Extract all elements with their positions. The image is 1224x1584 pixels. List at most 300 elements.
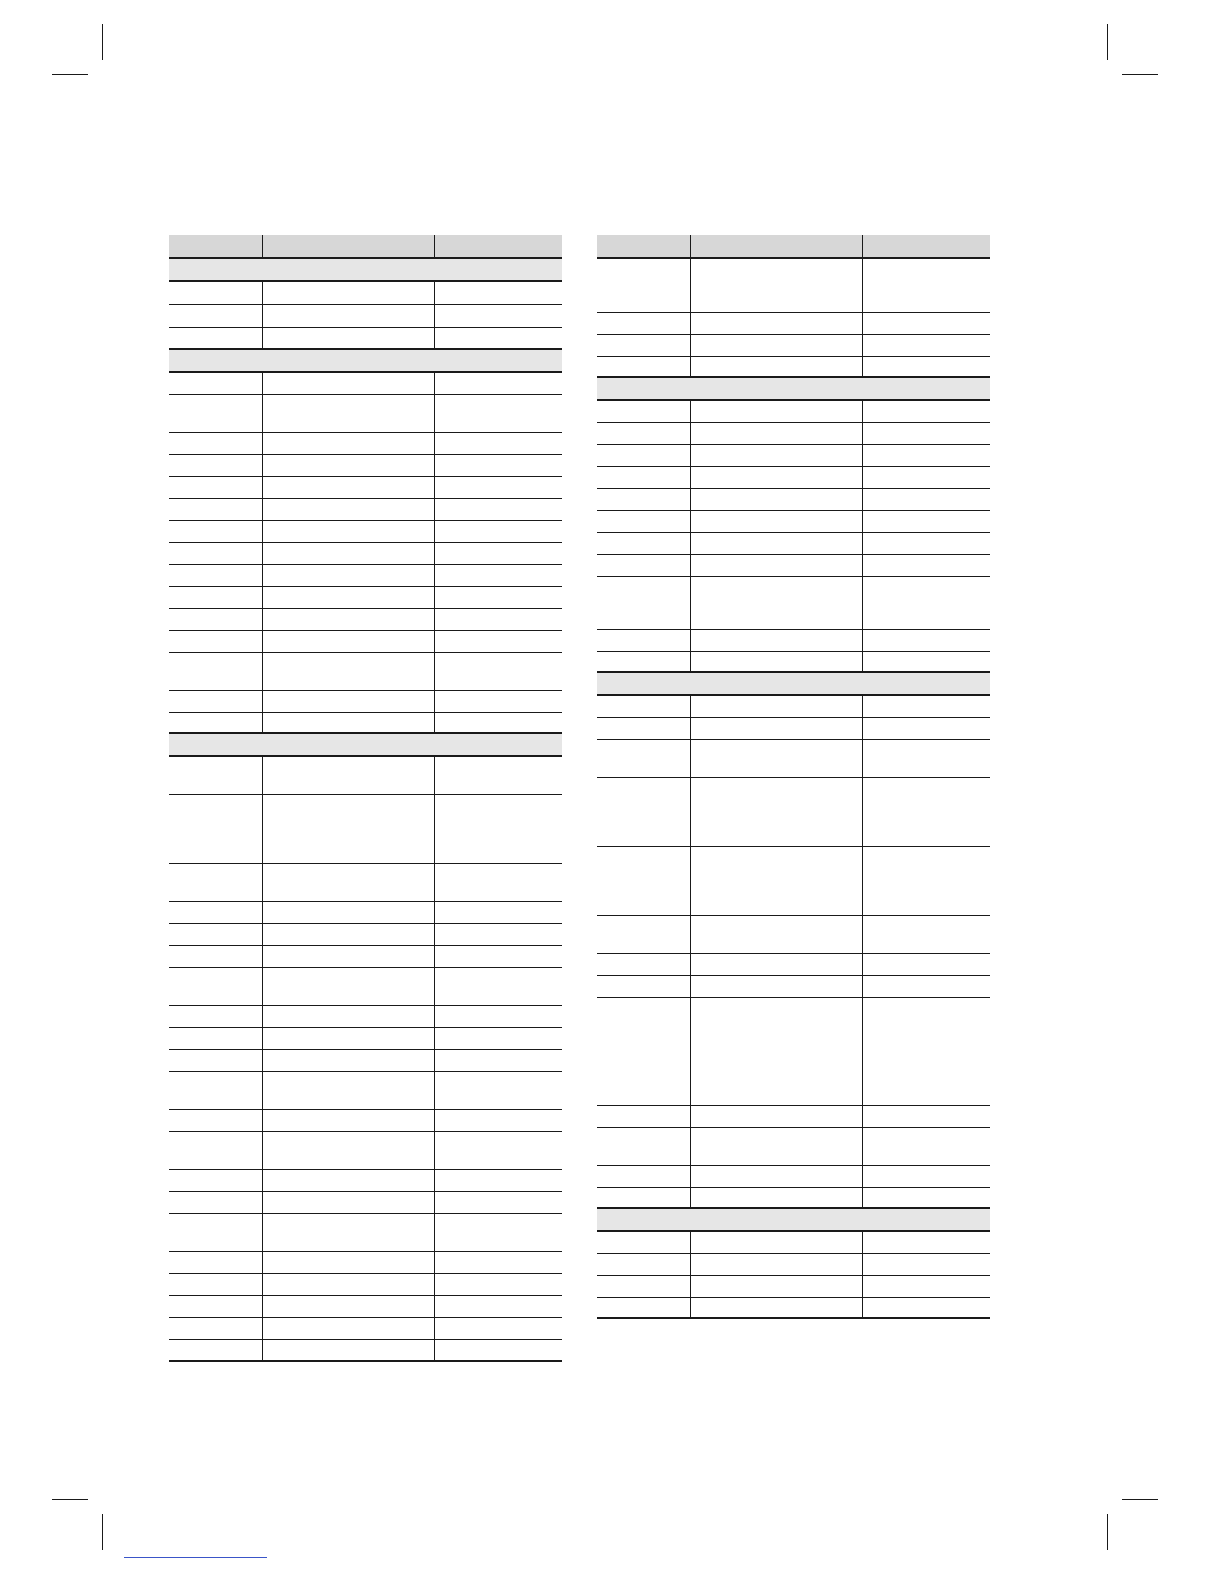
table-row (597, 997, 990, 1105)
cell (862, 422, 990, 444)
row-label (169, 394, 262, 432)
table-row (169, 1339, 562, 1361)
cell (262, 1131, 434, 1169)
cell (690, 846, 862, 915)
cell (862, 1253, 990, 1275)
cell (434, 454, 562, 476)
row-label (169, 1317, 262, 1339)
cell (690, 532, 862, 554)
cell (690, 554, 862, 576)
row-label (597, 400, 690, 422)
row-label (169, 863, 262, 901)
table-row (597, 846, 990, 915)
table-row (169, 1131, 562, 1169)
cell (262, 967, 434, 1005)
row-label (597, 422, 690, 444)
table-row (597, 1253, 990, 1275)
cell (262, 923, 434, 945)
table-row (169, 923, 562, 945)
cell (862, 532, 990, 554)
cell (862, 1231, 990, 1253)
table-row (169, 498, 562, 520)
table-row (169, 794, 562, 863)
row-label (169, 1049, 262, 1071)
table-row (169, 304, 562, 327)
row-label (597, 651, 690, 672)
cell (434, 863, 562, 901)
cell (862, 997, 990, 1105)
cell (434, 1191, 562, 1213)
cell (862, 739, 990, 777)
table-row (597, 444, 990, 466)
row-label (169, 630, 262, 652)
table-row (597, 717, 990, 739)
cell (862, 356, 990, 377)
row-label (597, 312, 690, 334)
cell (690, 651, 862, 672)
row-label (169, 652, 262, 690)
cell (262, 794, 434, 863)
row-label (597, 488, 690, 510)
row-label (169, 372, 262, 394)
cell (434, 372, 562, 394)
cell (690, 1187, 862, 1208)
row-label (597, 1127, 690, 1165)
cell (690, 953, 862, 975)
cell (690, 1275, 862, 1297)
cell (434, 1213, 562, 1251)
right-spec-table (597, 235, 990, 1319)
table-row (169, 281, 562, 304)
table-row (169, 863, 562, 901)
crop-mark (1107, 24, 1108, 60)
row-label (597, 953, 690, 975)
table-row (597, 695, 990, 717)
cell (690, 629, 862, 651)
cell (262, 586, 434, 608)
cell (434, 1071, 562, 1109)
row-label (169, 756, 262, 794)
cell (434, 794, 562, 863)
cell (690, 400, 862, 422)
table-row (169, 327, 562, 349)
row-label (169, 1273, 262, 1295)
cell (862, 1105, 990, 1127)
table-row (597, 356, 990, 377)
table-row (597, 953, 990, 975)
section-label (169, 258, 562, 281)
table-row (169, 586, 562, 608)
table-row (169, 432, 562, 454)
cell (262, 498, 434, 520)
table-row (597, 1297, 990, 1318)
column-header (434, 235, 562, 258)
cell (262, 520, 434, 542)
cell (690, 997, 862, 1105)
section-label (597, 1208, 990, 1231)
section-header-row (597, 377, 990, 400)
cell (434, 564, 562, 586)
cell (262, 945, 434, 967)
cell (262, 454, 434, 476)
crop-mark (52, 74, 88, 75)
cell (862, 651, 990, 672)
section-label (597, 377, 990, 400)
column-header (597, 235, 690, 258)
table-row (169, 608, 562, 630)
section-header-row (169, 258, 562, 281)
cell (862, 1275, 990, 1297)
cell (434, 476, 562, 498)
crop-mark (1107, 1514, 1108, 1550)
cell (434, 1317, 562, 1339)
row-label (169, 1213, 262, 1251)
cell (690, 1165, 862, 1187)
cell (262, 1273, 434, 1295)
table-row (169, 1295, 562, 1317)
cell (862, 510, 990, 532)
cell (690, 777, 862, 846)
section-header-row (169, 349, 562, 372)
row-label (169, 520, 262, 542)
table-row (169, 652, 562, 690)
table-row (169, 372, 562, 394)
column-header (862, 235, 990, 258)
column-header (169, 235, 262, 258)
cell (434, 923, 562, 945)
cell (434, 901, 562, 923)
row-label (597, 629, 690, 651)
row-label (169, 498, 262, 520)
cell (862, 312, 990, 334)
table-row (597, 488, 990, 510)
row-label (597, 554, 690, 576)
cell (690, 466, 862, 488)
cell (434, 945, 562, 967)
cell (690, 975, 862, 997)
cell (862, 1127, 990, 1165)
row-label (597, 466, 690, 488)
section-label (597, 672, 990, 695)
row-label (169, 901, 262, 923)
table-row (597, 975, 990, 997)
row-label (597, 576, 690, 629)
cell (690, 1105, 862, 1127)
table-row (597, 554, 990, 576)
cell (690, 717, 862, 739)
cell (434, 1005, 562, 1027)
cell (690, 1231, 862, 1253)
cell (262, 1317, 434, 1339)
cell (434, 967, 562, 1005)
table-row (597, 532, 990, 554)
table-row (597, 334, 990, 356)
cell (434, 281, 562, 304)
cell (434, 1109, 562, 1131)
cell (690, 422, 862, 444)
column-header (262, 235, 434, 258)
table-row (169, 454, 562, 476)
table-row (169, 756, 562, 794)
table-row (597, 400, 990, 422)
row-label (597, 717, 690, 739)
cell (862, 466, 990, 488)
cell (862, 1297, 990, 1318)
cell (862, 695, 990, 717)
cell (262, 901, 434, 923)
row-label (169, 1339, 262, 1361)
cell (262, 1169, 434, 1191)
cell (862, 554, 990, 576)
section-label (169, 733, 562, 756)
cell (434, 1027, 562, 1049)
cell (262, 1251, 434, 1273)
cell (690, 1253, 862, 1275)
table-row (597, 466, 990, 488)
cell (862, 1187, 990, 1208)
table-row (597, 629, 990, 651)
row-label (597, 1297, 690, 1318)
row-label (169, 967, 262, 1005)
table-row (169, 712, 562, 733)
cell (862, 846, 990, 915)
cell (262, 1191, 434, 1213)
cell (262, 476, 434, 498)
table-row (169, 394, 562, 432)
table-row (597, 1127, 990, 1165)
row-label (169, 432, 262, 454)
table-row (169, 1273, 562, 1295)
section-header-row (597, 1208, 990, 1231)
row-label (597, 1275, 690, 1297)
cell (434, 608, 562, 630)
row-label (169, 476, 262, 498)
row-label (169, 454, 262, 476)
cell (434, 1169, 562, 1191)
row-label (169, 1295, 262, 1317)
cell (862, 975, 990, 997)
cell (434, 756, 562, 794)
cell (434, 1049, 562, 1071)
cell (434, 1273, 562, 1295)
cell (262, 1071, 434, 1109)
cell (262, 863, 434, 901)
cell (690, 488, 862, 510)
cell (434, 432, 562, 454)
crop-mark (102, 1514, 103, 1550)
table-row (169, 1109, 562, 1131)
cell (434, 1339, 562, 1361)
table-row (169, 690, 562, 712)
row-label (169, 564, 262, 586)
table-row (169, 564, 562, 586)
cell (434, 498, 562, 520)
row-label (169, 608, 262, 630)
cell (690, 915, 862, 953)
cell (262, 690, 434, 712)
cell (862, 629, 990, 651)
table-row (597, 312, 990, 334)
row-label (597, 334, 690, 356)
cell (690, 356, 862, 377)
cell (262, 372, 434, 394)
cell (862, 444, 990, 466)
row-label (597, 846, 690, 915)
cell (434, 394, 562, 432)
row-label (597, 739, 690, 777)
cell (262, 712, 434, 733)
row-label (169, 945, 262, 967)
cell (434, 586, 562, 608)
table-row (169, 1213, 562, 1251)
cell (434, 304, 562, 327)
crop-mark (52, 1499, 88, 1500)
table-row (169, 901, 562, 923)
cell (262, 432, 434, 454)
row-label (597, 915, 690, 953)
cell (262, 608, 434, 630)
table-row (169, 1251, 562, 1273)
table-header-row (169, 235, 562, 258)
row-label (597, 444, 690, 466)
table-row (169, 945, 562, 967)
row-label (169, 304, 262, 327)
table-row (169, 1005, 562, 1027)
row-label (597, 695, 690, 717)
cell (262, 1213, 434, 1251)
table-row (597, 1165, 990, 1187)
row-label (169, 794, 262, 863)
table-row (169, 1049, 562, 1071)
row-label (169, 923, 262, 945)
table-row (597, 510, 990, 532)
table-row (597, 1231, 990, 1253)
cell (262, 542, 434, 564)
row-label (597, 356, 690, 377)
row-label (169, 327, 262, 349)
row-label (169, 1071, 262, 1109)
cell (262, 1109, 434, 1131)
cell (262, 756, 434, 794)
row-label (597, 997, 690, 1105)
cell (262, 1295, 434, 1317)
table-row (169, 520, 562, 542)
table-row (169, 1071, 562, 1109)
row-label (597, 1105, 690, 1127)
table-row (169, 967, 562, 1005)
cell (434, 520, 562, 542)
cell (262, 304, 434, 327)
cell (862, 777, 990, 846)
row-label (169, 1109, 262, 1131)
table-row (169, 542, 562, 564)
table-row (169, 1169, 562, 1191)
left-spec-table (169, 235, 562, 1362)
table-row (597, 777, 990, 846)
table-row (597, 1105, 990, 1127)
table-row (597, 739, 990, 777)
cell (262, 394, 434, 432)
cell (862, 258, 990, 312)
row-label (597, 1253, 690, 1275)
table-row (597, 651, 990, 672)
table-row (597, 1275, 990, 1297)
crop-mark (1122, 1499, 1158, 1500)
cell (862, 953, 990, 975)
cell (690, 312, 862, 334)
cell (434, 1295, 562, 1317)
table-row (169, 1317, 562, 1339)
cell (690, 510, 862, 532)
cell (690, 334, 862, 356)
row-label (169, 1251, 262, 1273)
row-label (169, 586, 262, 608)
table-row (169, 476, 562, 498)
cell (262, 652, 434, 690)
cell (434, 652, 562, 690)
cell (690, 1297, 862, 1318)
cell (862, 576, 990, 629)
row-label (169, 712, 262, 733)
table-row (597, 576, 990, 629)
cell (262, 1005, 434, 1027)
cell (862, 488, 990, 510)
crop-mark (1122, 74, 1158, 75)
table-row (597, 1187, 990, 1208)
row-label (597, 1165, 690, 1187)
row-label (597, 777, 690, 846)
row-label (169, 1169, 262, 1191)
cell (434, 712, 562, 733)
row-label (169, 690, 262, 712)
cell (262, 327, 434, 349)
table-row (597, 258, 990, 312)
cell (434, 327, 562, 349)
cell (434, 630, 562, 652)
cell (862, 717, 990, 739)
cell (862, 334, 990, 356)
row-label (169, 1027, 262, 1049)
cell (862, 915, 990, 953)
row-label (169, 1005, 262, 1027)
cell (690, 739, 862, 777)
section-label (169, 349, 562, 372)
cell (434, 1251, 562, 1273)
cell (434, 542, 562, 564)
row-label (597, 1187, 690, 1208)
section-header-row (169, 733, 562, 756)
cell (690, 1127, 862, 1165)
cell (862, 1165, 990, 1187)
cell (262, 564, 434, 586)
row-label (169, 1131, 262, 1169)
cell (690, 258, 862, 312)
table-row (597, 422, 990, 444)
cell (262, 630, 434, 652)
row-label (169, 542, 262, 564)
cell (262, 1027, 434, 1049)
row-label (169, 1191, 262, 1213)
row-label (597, 258, 690, 312)
cell (262, 1049, 434, 1071)
row-label (597, 975, 690, 997)
cell (690, 444, 862, 466)
cell (262, 1339, 434, 1361)
cell (690, 576, 862, 629)
section-header-row (597, 672, 990, 695)
cell (690, 695, 862, 717)
table-row (169, 630, 562, 652)
